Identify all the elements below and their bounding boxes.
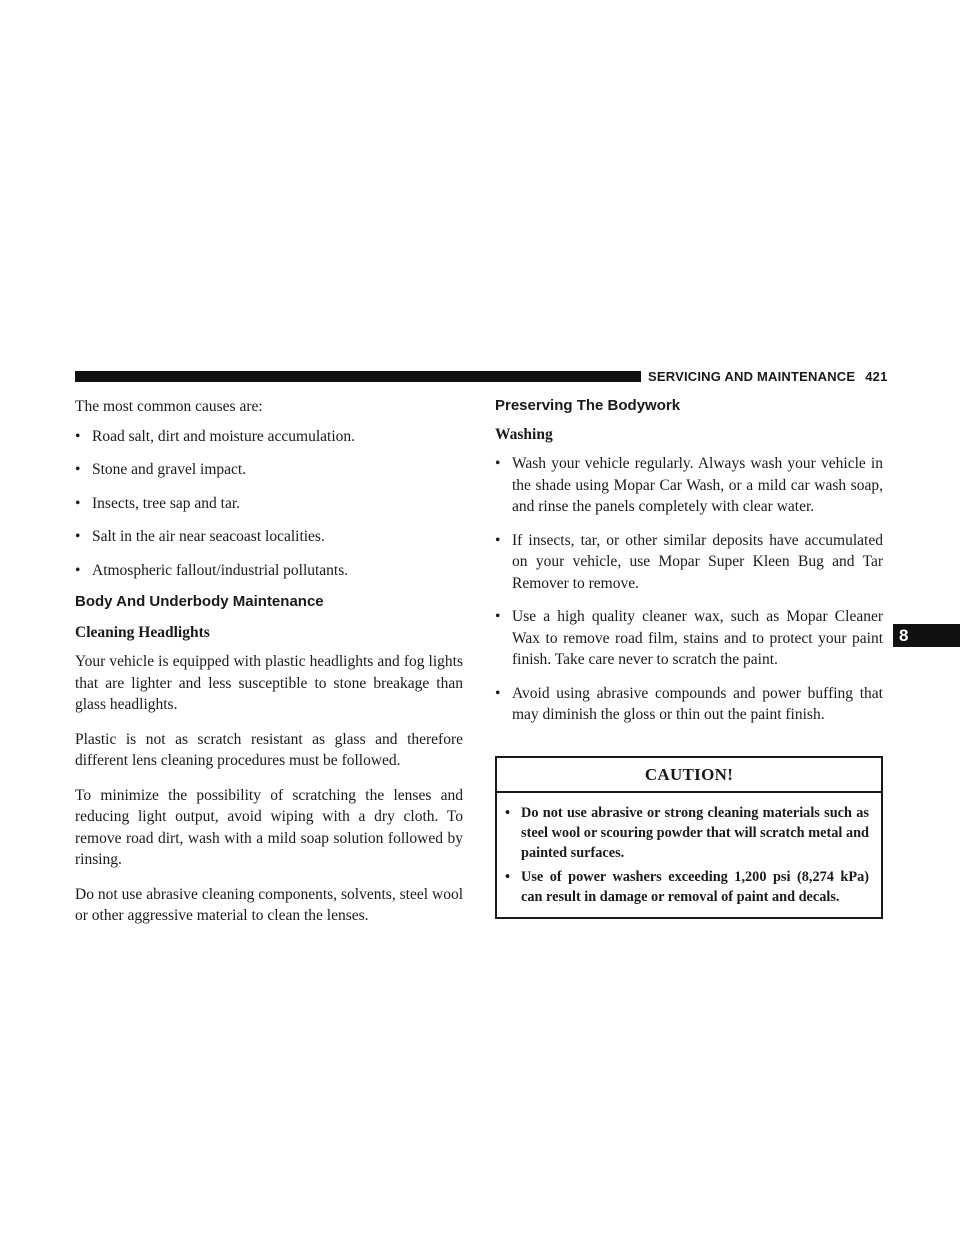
- paragraph: Plastic is not as scratch resistant as glass and therefore different lens cleaning procedures must be followed.: [75, 730, 463, 769]
- caution-title: CAUTION!: [497, 758, 881, 793]
- list-item: • Road salt, dirt and moisture accumulation.: [75, 427, 356, 445]
- list-item: • Do not use abrasive or strong cleaning materials such as steel wool or scouring powder that will scratch metal and painted surfaces.: [505, 804, 869, 861]
- subsection-heading: Cleaning Headlights: [75, 624, 210, 641]
- list-item: • Stone and gravel impact.: [75, 461, 247, 478]
- right-column: [495, 396, 883, 919]
- subsection-heading: Washing: [495, 426, 553, 443]
- page-number: 421: [865, 369, 888, 384]
- paragraph: Do not use abrasive cleaning components, solvents, steel wool or other aggressive material to clean the lenses.: [75, 885, 463, 924]
- causes-intro: The most common causes are:: [75, 398, 263, 415]
- header-rule: [75, 371, 641, 382]
- list-item: • Use of power washers exceeding 1,200 psi (8,274 kPa) can result in damage or removal of paint and decals.: [505, 868, 869, 905]
- chapter-tab: 8: [893, 624, 960, 647]
- section-heading: Body And Underbody Maintenance: [75, 593, 324, 610]
- washing-list: [495, 453, 883, 726]
- left-column: [75, 396, 463, 940]
- running-header: [648, 368, 888, 386]
- list-item: • Avoid using abrasive compounds and power buffing that may diminish the gloss or thin out the paint finish.: [495, 684, 883, 723]
- list-item: • Atmospheric fallout/industrial pollutants.: [75, 561, 349, 579]
- section-title: SERVICING AND MAINTENANCE: [648, 369, 856, 384]
- list-item: • Wash your vehicle regularly. Always wash your vehicle in the shade using Mopar Car Wash, or a mild car wash soap, and rinse the panels completely with clear water.: [495, 455, 883, 515]
- paragraph: To minimize the possibility of scratching the lenses and reducing light output, avoid wiping with a dry cloth. To remove road dirt, wash with a mild soap solution followed by rinsing.: [75, 786, 463, 868]
- caution-box: [495, 756, 883, 919]
- list-item: • Insects, tree sap and tar.: [75, 494, 241, 512]
- list-item: • Use a high quality cleaner wax, such as Mopar Cleaner Wax to remove road film, stains and to protect your paint finish. Take care never to scratch the paint.: [495, 608, 883, 668]
- caution-list: [497, 793, 881, 917]
- paragraph: Your vehicle is equipped with plastic headlights and fog lights that are lighter and less susceptible to stone breakage than glass headlights.: [75, 653, 463, 713]
- list-item: • Salt in the air near seacoast localities.: [75, 528, 325, 545]
- section-heading: Preserving The Bodywork: [495, 397, 681, 414]
- list-item: • If insects, tar, or other similar deposits have accumulated on your vehicle, use Mopar Super Kleen Bug and Tar Remover to remove.: [495, 531, 883, 592]
- causes-list: [75, 426, 463, 582]
